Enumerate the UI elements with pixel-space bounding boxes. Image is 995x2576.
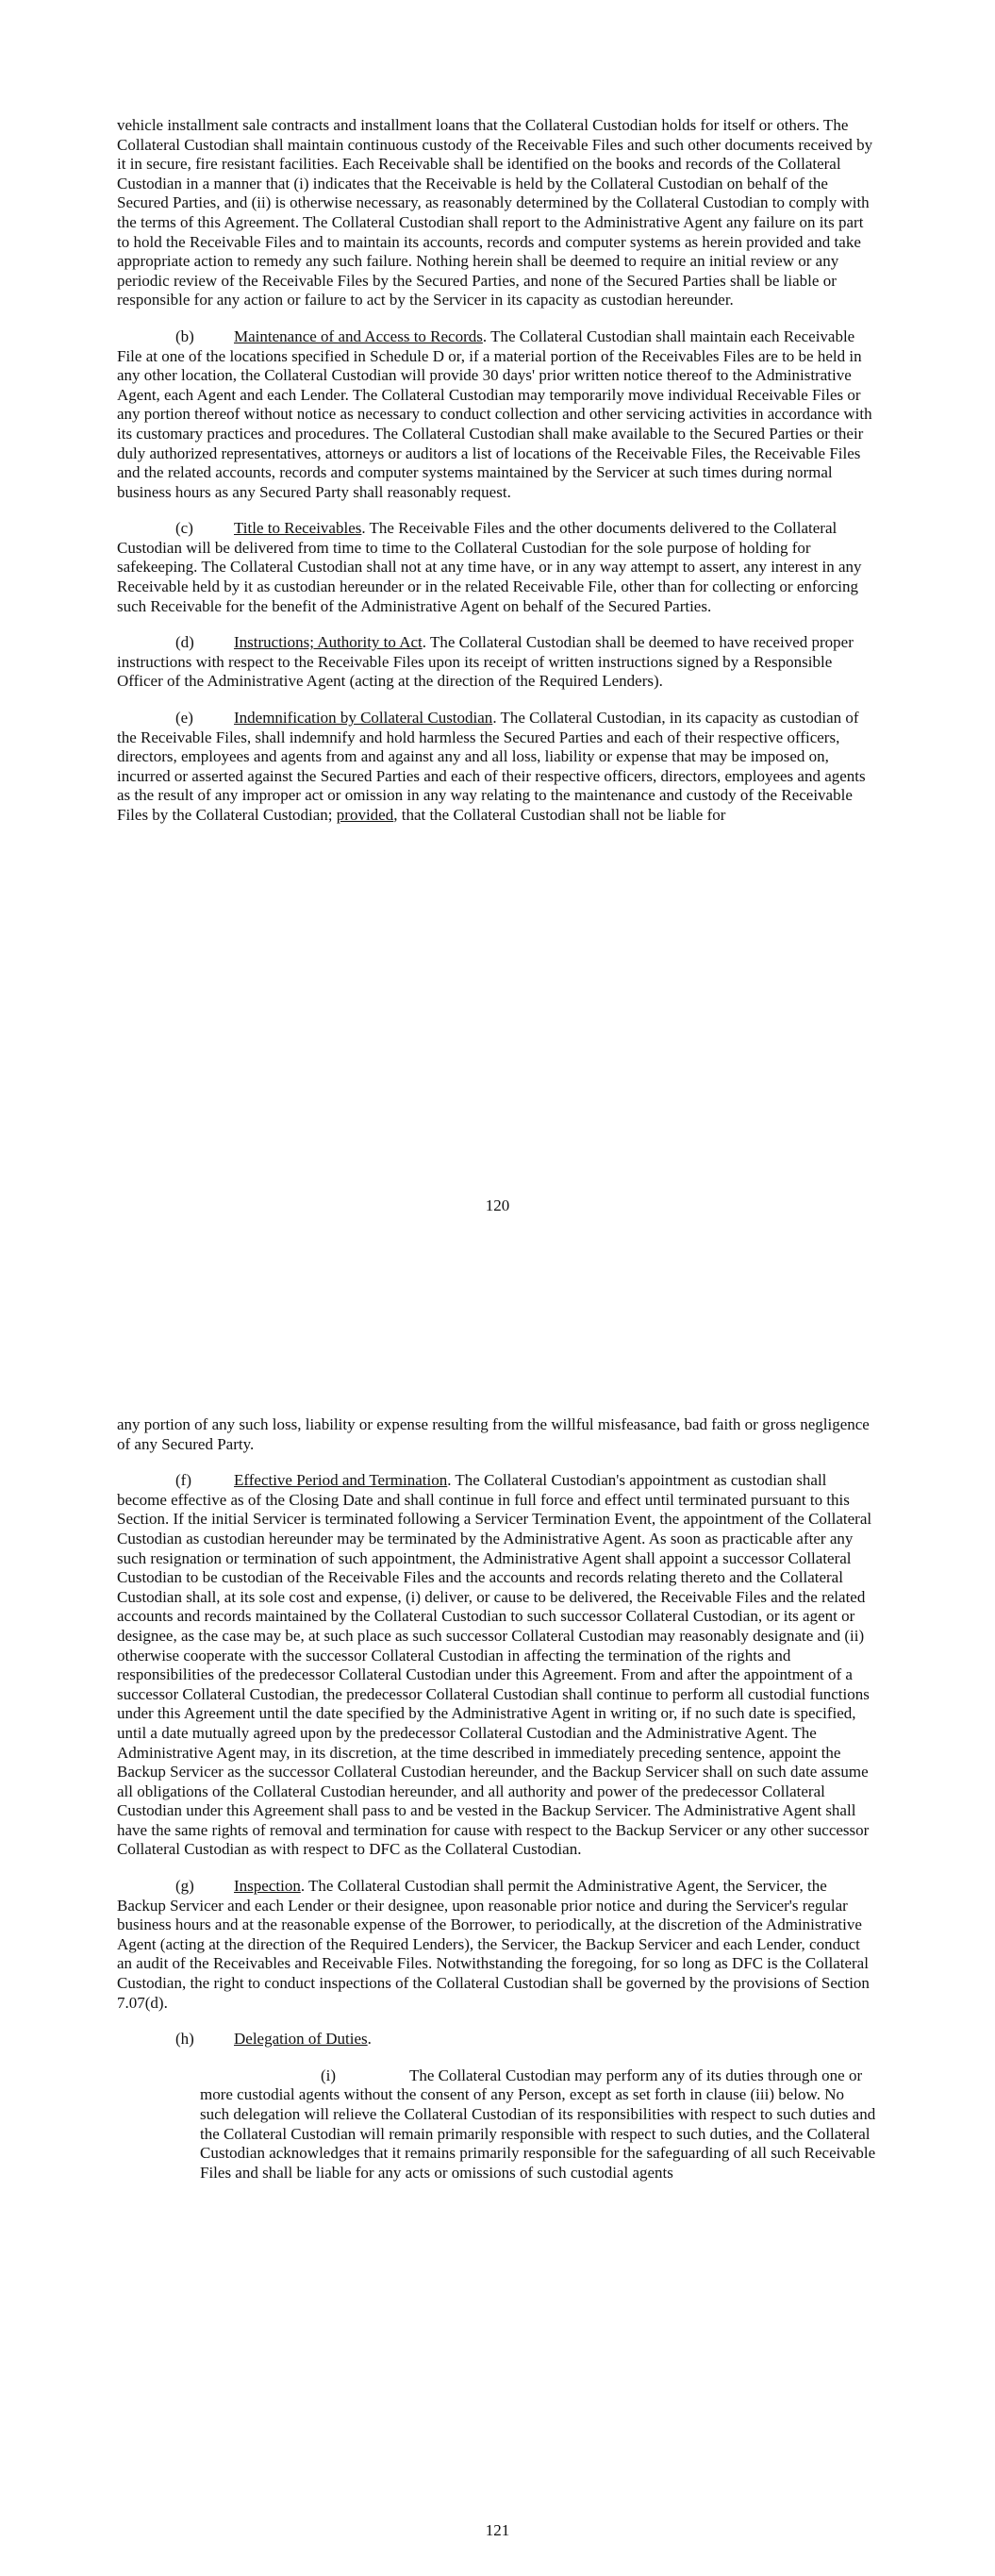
paragraph-tail: , that the Collateral Custodian shall not be liable for bbox=[393, 806, 726, 824]
proviso-term: provided bbox=[336, 806, 394, 824]
paragraph-label: (f) bbox=[175, 1471, 191, 1490]
paragraph-h bbox=[117, 2030, 877, 2049]
paragraph-heading: Maintenance of and Access to Records bbox=[234, 326, 483, 345]
paragraph-label: (d) bbox=[175, 633, 194, 652]
page-body bbox=[117, 1415, 877, 2200]
subparagraph-h-i bbox=[200, 2066, 877, 2183]
paragraph-text: . The Collateral Custodian, in its capacity as custodian of the Receivable Files, shall indemnify and hold harmless the Secured Parties and each of their respective officers, directors, employees and agents from and against any and all loss, liability or expense that may be imposed on, incurred or asserted against the Secured Parties and each of their respective officers, directors, employees and agents as the result of any improper act or omission in any way relating to the maintenance and custody of the Receivable Files by the Collateral Custodian; bbox=[117, 709, 866, 824]
paragraph-label: (e) bbox=[175, 709, 193, 728]
paragraph-label: (g) bbox=[175, 1877, 194, 1896]
paragraph-heading: Instructions; Authority to Act bbox=[234, 633, 423, 652]
paragraph-label: (h) bbox=[175, 2030, 194, 2049]
intro-paragraph bbox=[117, 116, 877, 310]
continuation-text: any portion of any such loss, liability or expense resulting from the willful misfeasance, bad faith or gross negligence of any Secured Party. bbox=[117, 1415, 870, 1453]
paragraph-g bbox=[117, 1877, 877, 2013]
subparagraph-label: (i) bbox=[321, 2066, 337, 2084]
paragraph-heading: Delegation of Duties bbox=[234, 2030, 368, 2049]
document-page-121 bbox=[0, 1283, 995, 2576]
paragraph-d bbox=[117, 633, 877, 692]
paragraph-b bbox=[117, 327, 877, 502]
paragraph-label: (b) bbox=[175, 326, 194, 345]
subparagraph-text: The Collateral Custodian may perform any of its duties through one or more custodial agents without the consent of any Person, except as set forth in clause (iii) below. No such delegation will relieve the Collateral Custodian of its responsibilities with respect to such duties and the Collateral Custodian will remain primarily responsible with respect to such duties, and the Collateral Custodian acknowledges that it remains primarily responsible for the safeguarding of all such Receivable Files and shall be liable for any acts or omissions of such custodial agents bbox=[200, 2066, 876, 2182]
intro-text: vehicle installment sale contracts and installment loans that the Collateral Custodian holds for itself or others. The Collateral Custodian shall maintain continuous custody of the Receivable Files and such other documents received by it in secure, fire resistant facilities. Each Receivable shall be identified on the books and records of the Collateral Custodian in a manner that (i) indicates that the Receivable is held by the Collateral Custodian on behalf of the Secured Parties, and (ii) is otherwise necessary, as reasonably determined by the Collateral Custodian to comply with the terms of this Agreement. The Collateral Custodian shall report to the Administrative Agent any failure on its part to hold the Receivable Files and to maintain its accounts, records and computer systems as herein provided and take appropriate action to remedy any such failure. Nothing herein shall be deemed to require an initial review or any periodic review of the Receivable Files by the Secured Parties, and none of the Secured Parties shall be liable or responsible for any action or failure to act by the Servicer in its capacity as custodian hereunder. bbox=[117, 116, 873, 309]
paragraph-text: . The Collateral Custodian's appointment as custodian shall become effective as of the Closing Date and shall continue in full force and effect until terminated pursuant to this Section. If the initial Servicer is terminated following a Servicer Termination Event, the appointment of the Collateral Custodian as custodian hereunder may be terminated by the Administrative Agent. As soon as practicable after any such resignation or termination of such appointment, the Administrative Agent shall appoint a successor Collateral Custodian to be custodian of the Receivable Files and the accounts and records relating thereto and the Collateral Custodian shall, at its sole cost and expense, (i) deliver, or cause to be delivered, the Receivable Files and the related accounts and records maintained by the Collateral Custodian to such successor Collateral Custodian, or its agent or designee, as the case may be, at such place as such successor Collateral Custodian may reasonably designate and (ii) otherwise cooperate with the successor Collateral Custodian in affecting the termination of the rights and responsibilities of the predecessor Collateral Custodian under this Agreement. From and after the appointment of a successor Collateral Custodian, the predecessor Collateral Custodian shall continue to perform all custodial functions under this Agreement until the date specified by the Administrative Agent in writing or, if no such date is specified, until a date mutually agreed upon by the predecessor Collateral Custodian and the Administrative Agent. The Administrative Agent may, in its discretion, at the time described in immediately preceding sentence, appoint the Backup Servicer as the successor Collateral Custodian hereunder, and the Backup Servicer shall on such date assume all obligations of the Collateral Custodian hereunder, and all authority and power of the predecessor Collateral Custodian under this Agreement shall pass to and be vested in the Backup Servicer. The Administrative Agent shall have the same rights of removal and termination for cause with respect to the Backup Servicer or any other successor Collateral Custodian as with respect to DFC as the Collateral Custodian. bbox=[117, 1471, 872, 1859]
page-body bbox=[117, 116, 877, 843]
paragraph-c bbox=[117, 519, 877, 616]
paragraph-label: (c) bbox=[175, 519, 193, 538]
paragraph-text: . The Receivable Files and the other documents delivered to the Collateral Custodian will be delivered from time to time to the Collateral Custodian for the sole purpose of holding for safekeeping. The Collateral Custodian shall not at any time have, or in any way attempt to assert, any interest in any Receivable held by it as custodian hereunder or in the related Receivable File, other than for collecting or enforcing such Receivable for the benefit of the Administrative Agent on behalf of the Secured Parties. bbox=[117, 519, 862, 615]
continuation-paragraph bbox=[117, 1415, 877, 1454]
paragraph-heading: Effective Period and Termination bbox=[234, 1471, 448, 1490]
paragraph-heading: Indemnification by Collateral Custodian bbox=[234, 709, 493, 728]
paragraph-f bbox=[117, 1471, 877, 1860]
paragraph-heading: Inspection bbox=[234, 1877, 301, 1896]
paragraph-text: . The Collateral Custodian shall be deemed to have received proper instructions with respect to the Receivable Files upon its receipt of written instructions signed by a Responsible Officer of the Administrative Agent (acting at the direction of the Required Lenders). bbox=[117, 633, 854, 691]
page-number: 120 bbox=[485, 1196, 510, 1214]
document-page-120 bbox=[0, 0, 995, 1283]
paragraph-text: . The Collateral Custodian shall maintain each Receivable File at one of the locations specified in Schedule D or, if a material portion of the Receivables Files are to be held in any other location, the Collateral Custodian will provide 30 days' prior written notice thereof to the Administrative Agent, each Agent and each Lender. The Collateral Custodian may temporarily move individual Receivable Files or any portion thereof without notice as necessary to conduct collection and other servicing activities in accordance with its customary practices and procedures. The Collateral Custodian shall make available to the Secured Parties or their duly authorized representatives, attorneys or auditors a list of locations of the Receivable Files, the Receivable Files and the related accounts, records and computer systems maintained by the Servicer at such times during normal business hours as any Secured Party shall reasonably request. bbox=[117, 326, 872, 501]
paragraph-heading: Title to Receivables bbox=[234, 519, 362, 538]
paragraph-text: . The Collateral Custodian shall permit the Administrative Agent, the Servicer, the Backup Servicer and each Lender or their designee, upon reasonable prior notice and during the Servicer's regular business hours and at the reasonable expense of the Borrower, to periodically, at the discretion of the Administrative Agent (acting at the direction of the Required Lenders), the Servicer, the Backup Servicer and each Lender, conduct an audit of the Receivables and Receivable Files. Notwithstanding the foregoing, for so long as DFC is the Collateral Custodian, the right to conduct inspections of the Collateral Custodian shall be governed by the provisions of Section 7.07(d). bbox=[117, 1877, 870, 2012]
page-number: 121 bbox=[485, 2521, 510, 2539]
paragraph-e bbox=[117, 709, 877, 826]
paragraph-text: . bbox=[367, 2030, 372, 2049]
